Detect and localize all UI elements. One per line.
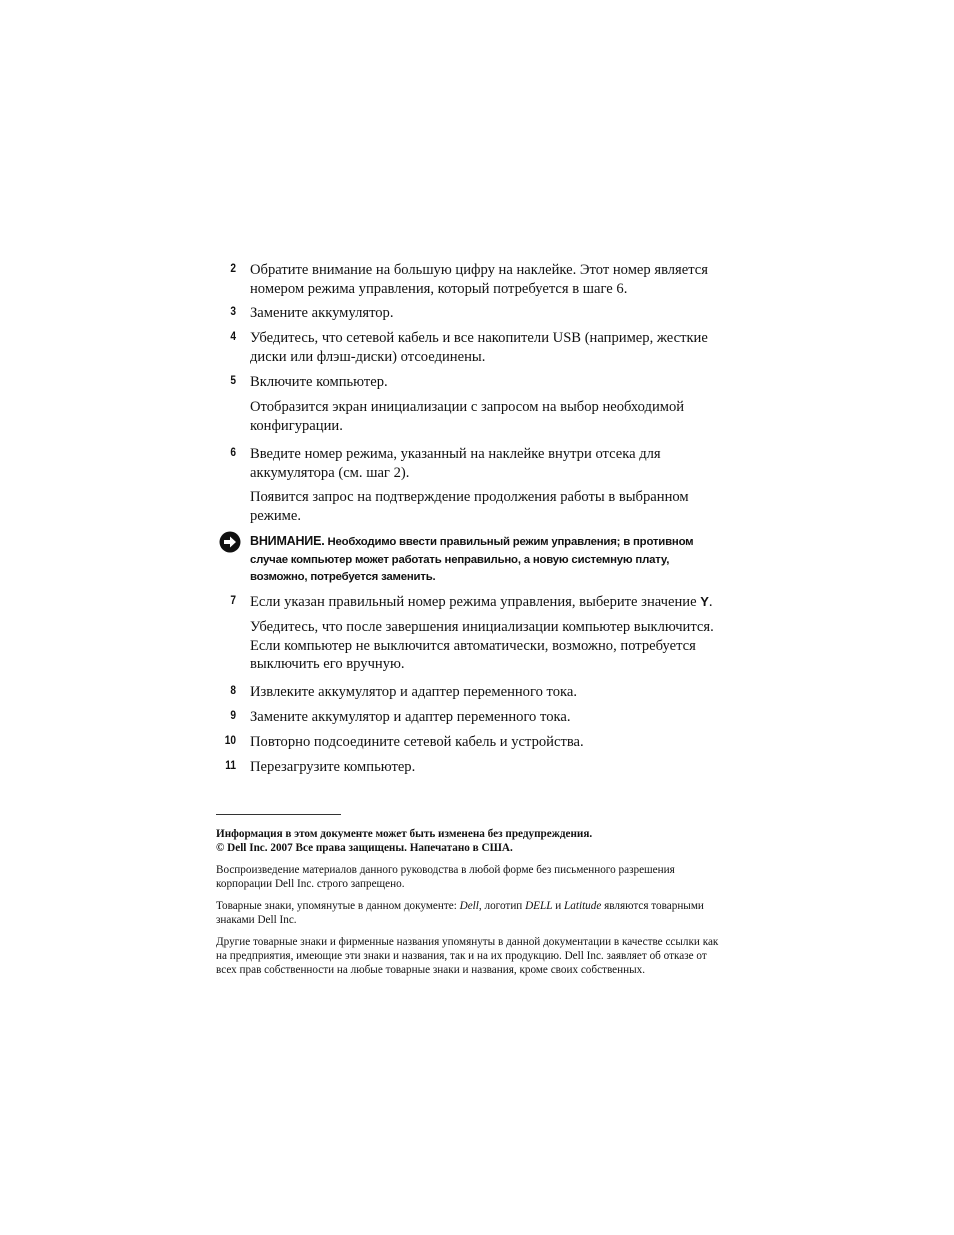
step-number: 11 [225,760,236,772]
step-number: 8 [230,685,236,697]
step-5-note: Отобразится экран инициализации с запросом на выбор необходимой конфигурации. [250,399,685,434]
step-text: Если указан правильный номер режима управления, выберите значение Y. [250,594,713,610]
step-number: 3 [230,306,236,318]
step-number: 5 [230,375,236,387]
step-text: Замените аккумулятор. [250,305,394,321]
footer-notice-block [216,827,721,855]
step-text: Повторно подсоедините сетевой кабель и устройства. [250,734,584,750]
step-text: Введите номер режима, указанный на наклейке внутри отсека для аккумулятора (см. шаг 2). [250,446,661,481]
step-7-note: Убедитесь, что после завершения инициализации компьютер выключится. Если компьютер не выключится автоматически, возможно, потребуется выключить его вручную. [250,619,714,673]
change-notice: Информация в этом документе может быть изменена без предупреждения. [216,828,593,840]
caution-text: Необходимо ввести правильный режим управления; в противном случае компьютер может работать неправильно, а новую системную плату, возможно, потребуется заменить. [250,536,694,583]
step-text: Убедитесь, что сетевой кабель и все накопители USB (например, жесткие диски или флэш-диски) отсоединены. [250,330,708,365]
step-number: 10 [224,735,236,747]
caution-notice [250,533,720,587]
trademarks-notice: Товарные знаки, упомянутые в данном документе: Dell, логотип DELL и Latitude являются товарными знаками Dell Inc. [216,900,704,926]
caution-label: ВНИМАНИЕ. [250,534,325,548]
step-number: 9 [230,710,236,722]
caution-arrow-icon [219,531,241,553]
step-number: 2 [230,263,236,275]
step-number: 4 [230,331,236,343]
step-text: Обратите внимание на большую цифру на наклейке. Этот номер является номером режима управления, который потребуется в шаге 6. [250,262,708,297]
step-text: Перезагрузите компьютер. [250,759,416,775]
key-y: Y [700,594,709,609]
step-6-note: Появится запрос на подтверждение продолжения работы в выбранном режиме. [250,489,689,524]
step-number: 7 [230,595,236,607]
step-text: Включите компьютер. [250,374,388,390]
reproduction-notice: Воспроизведение материалов данного руководства в любой форме без письменного разрешения корпорации Dell Inc. строго запрещено. [216,864,675,890]
other-trademarks-notice: Другие товарные знаки и фирменные названия упомянуты в данной документации в качестве ссылки как на предприятия, имеющие эти знаки и названия, так и на их продукцию. Dell Inc. заявляет об отказе от всех прав собственности на любые товарные знаки и названия, кроме своих собственных. [216,936,719,976]
footnote-divider [216,814,341,815]
step-number: 6 [230,447,236,459]
step-text: Извлеките аккумулятор и адаптер переменного тока. [250,684,578,700]
copyright: © Dell Inc. 2007 Все права защищены. Напечатано в США. [216,842,513,854]
step-text: Замените аккумулятор и адаптер переменного тока. [250,709,571,725]
